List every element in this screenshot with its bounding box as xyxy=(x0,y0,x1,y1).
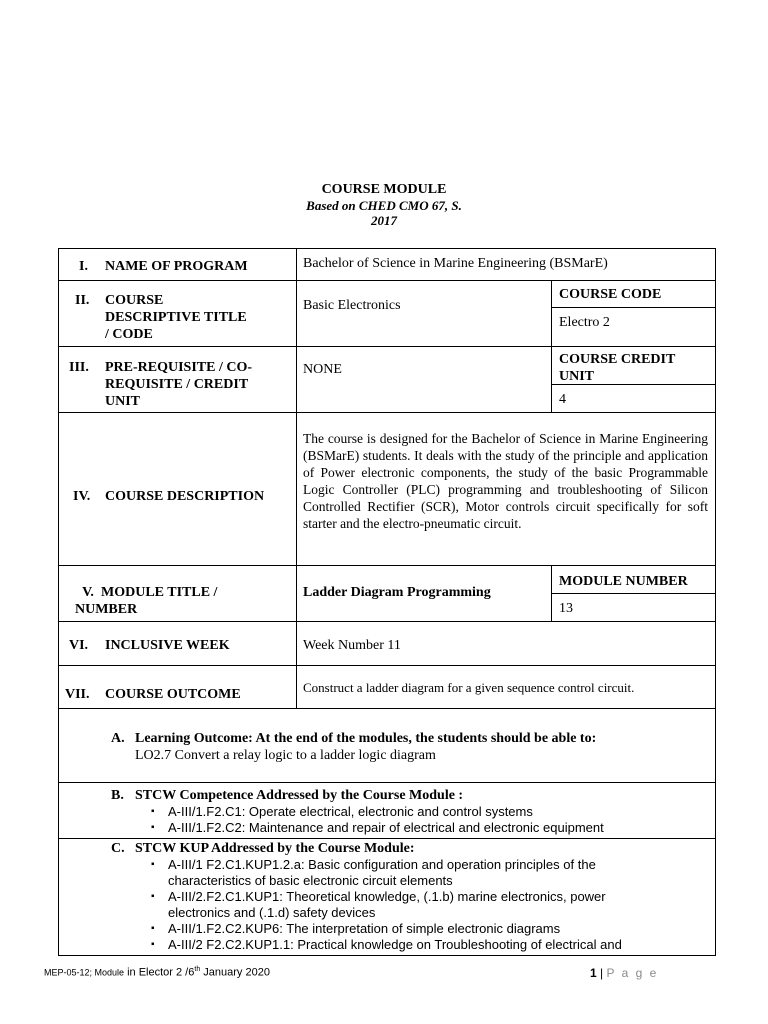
row-divider xyxy=(59,708,715,709)
list-item: ▪ A-III/1 F2.C1.KUP1.2.a: Basic configuration and operation principles of the characteristics of basic electronic circuit elements xyxy=(151,857,596,888)
program-label: I. NAME OF PROGRAM xyxy=(79,259,248,274)
row-divider xyxy=(59,621,715,622)
row-divider xyxy=(59,665,715,666)
module-title-value: Ladder Diagram Programming xyxy=(303,585,491,600)
square-bullet-icon: ▪ xyxy=(151,923,155,934)
list-item: ▪ A-III/2 F2.C2.KUP1.1: Practical knowledge on Troubleshooting of electrical and xyxy=(151,937,622,952)
description-label: IV. COURSE DESCRIPTION xyxy=(73,489,265,504)
module-number-label: MODULE NUMBER xyxy=(559,574,688,589)
row-divider xyxy=(59,280,715,281)
learning-outcome-text: LO2.7 Convert a relay logic to a ladder logic diagram xyxy=(135,748,436,763)
list-item: ▪ A-III/2.F2.C1.KUP1: Theoretical knowledge, (.1.b) marine electronics, power electronics and (.1.d) safety devices xyxy=(151,889,606,920)
row-divider xyxy=(59,782,715,783)
course-code-value: Electro 2 xyxy=(559,315,610,330)
week-label: VI. INCLUSIVE WEEK xyxy=(69,638,230,653)
course-module-table xyxy=(58,248,716,956)
section-learning-outcome: A. Learning Outcome: At the end of the modules, the students should be able to: LO2.7 Convert a relay logic to a ladder logic diagram xyxy=(111,730,701,764)
page-number: 1 | P a g e xyxy=(590,966,659,980)
credit-unit-label: COURSE CREDIT UNIT xyxy=(559,352,676,384)
competence-list xyxy=(111,804,701,836)
description-value: The course is designed for the Bachelor of Science in Marine Engineering (BSMarE) students. It deals with the study of the principle and application of Power electronic components, the study of the basic Programmable Logic Controller (PLC) programming and troubleshooting of Silicon Controlled Rectifier (SCR), Motor controls circuit specifically for soft starter and the electro-pneumatic circuit. xyxy=(303,431,708,531)
subcell-divider xyxy=(551,593,715,594)
section-stcw-competence: B. STCW Competence Addressed by the Course Module : ▪ A-III/1.F2.C1: Operate electrical, electronic and control systems ▪ A-III/1.F2.C2: Maintenance and repair of electrical and electronic equipment xyxy=(111,787,701,836)
credit-unit-value: 4 xyxy=(559,392,566,407)
footer-doc-info: MEP-05-12; Module in Elector 2 /6th January 2020 xyxy=(44,966,270,979)
square-bullet-icon: ▪ xyxy=(151,939,155,950)
row-divider xyxy=(59,838,715,839)
square-bullet-icon: ▪ xyxy=(151,859,155,870)
prerequisite-label: III. PRE-REQUISITE / CO- REQUISITE / CREDIT UNIT xyxy=(69,360,253,409)
column-divider xyxy=(296,249,297,708)
list-item: ▪ A-III/1.F2.C2: Maintenance and repair of electrical and electronic equipment xyxy=(151,820,604,835)
module-number-value: 13 xyxy=(559,601,573,616)
outcome-label: VII. COURSE OUTCOME xyxy=(65,687,241,702)
week-value: Week Number 11 xyxy=(303,638,401,653)
square-bullet-icon: ▪ xyxy=(151,891,155,902)
course-title-value: Basic Electronics xyxy=(303,298,401,313)
kup-list xyxy=(111,857,661,953)
module-title-label: V. MODULE TITLE / NUMBER xyxy=(75,585,218,617)
document-title: COURSE MODULE xyxy=(321,182,447,197)
subcell-divider xyxy=(551,307,715,308)
outcome-value: Construct a ladder diagram for a given sequence control circuit. xyxy=(303,680,635,695)
section-stcw-kup: C. STCW KUP Addressed by the Course Module: ▪ A-III/1 F2.C1.KUP1.2.a: Basic configuration and operation principles of the characteristics of basic electronic circuit elements ▪ A-III/2.F2.C1.KUP1: Theoretical knowledge, (.1.b) marine electronics, power electronics and (.1.d) safety devices ▪ A-III/1.F2.C2.KUP6: The interpretation of simple electronic diagrams ▪ A-III/2 F2.C2.KUP1.1: Practical knowledge on Troubleshooting of electrical and xyxy=(111,840,701,953)
list-item: ▪ A-III/1.F2.C1: Operate electrical, electronic and control systems xyxy=(151,804,533,819)
prerequisite-value: NONE xyxy=(303,362,342,377)
course-code-label: COURSE CODE xyxy=(559,287,662,302)
list-item: ▪ A-III/1.F2.C2.KUP6: The interpretation of simple electronic diagrams xyxy=(151,921,561,936)
square-bullet-icon: ▪ xyxy=(151,806,155,817)
subcolumn-divider xyxy=(551,565,552,621)
square-bullet-icon: ▪ xyxy=(151,822,155,833)
row-divider xyxy=(59,565,715,566)
course-title-label: II. COURSE DESCRIPTIVE TITLE / CODE xyxy=(75,293,247,342)
row-divider xyxy=(59,346,715,347)
subcolumn-divider xyxy=(551,280,552,412)
row-divider xyxy=(59,412,715,413)
based-on-line: Based on CHED CMO 67, S. xyxy=(306,198,462,213)
based-on-year: 2017 xyxy=(371,213,397,228)
program-value: Bachelor of Science in Marine Engineering (BSMarE) xyxy=(303,256,608,271)
document-header xyxy=(0,182,768,228)
